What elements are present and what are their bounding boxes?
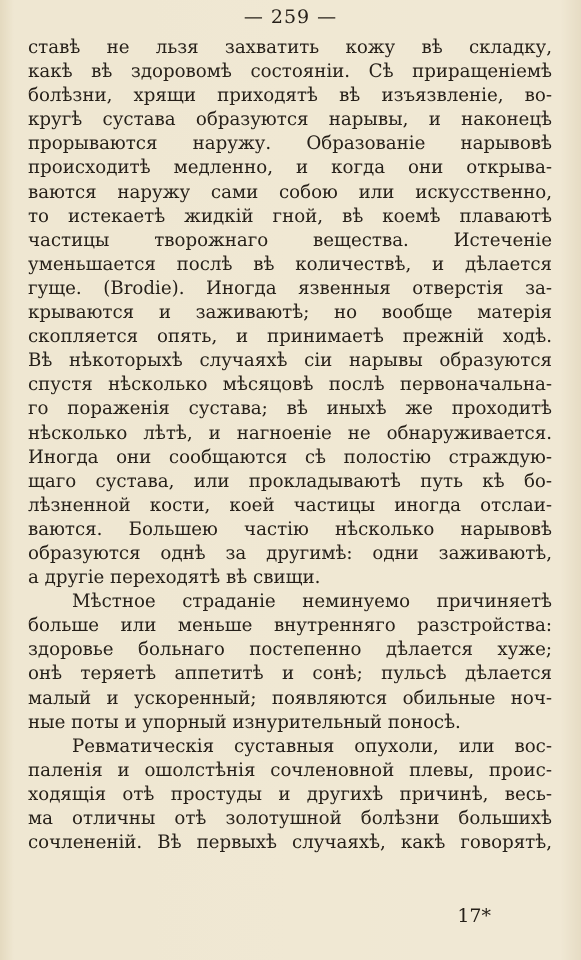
text-line: лѣзненной кости, коей частицы иногда отслаи- (28, 494, 552, 516)
text-line: частицы творожнаго вещества. Истеченіе (28, 229, 552, 251)
text-line: гуще. (Brodie). Иногда язвенныя отверстія за- (28, 277, 552, 299)
text-line: какѣ вѣ здоровомѣ состояніи. Сѣ приращеніемѣ (28, 61, 552, 83)
text-line: нѣсколько лѣтѣ, и нагноеніе не обнаруживается. (28, 422, 552, 444)
paragraph-1 (28, 36, 552, 590)
text-line: скопляется опять, и принимаетѣ прежній ходѣ. (28, 326, 552, 348)
text-line: кругѣ сустава образуются нарывы, и наконецѣ (28, 109, 552, 131)
text-line: щаго сустава, или прокладываютѣ путь кѣ бо- (28, 470, 552, 492)
text-line: Ревматическія суставныя опухоли, или вос- (72, 735, 552, 757)
paragraph-2 (28, 590, 552, 735)
text-line: спустя нѣсколько мѣсяцовѣ послѣ первоначальна- (28, 374, 552, 396)
text-line: Вѣ нѣкоторыхѣ случаяхѣ сіи нарывы образуются (28, 350, 552, 372)
text-line: паленія и ошолстѣнія сочленовной плевы, проис- (28, 759, 552, 781)
paragraph-3 (28, 735, 552, 855)
text-line: Иногда они сообщаются сѣ полостію страждую- (28, 446, 552, 468)
text-line: крываются и заживаютѣ; но вообще матерія (28, 302, 552, 324)
text-line: происходитѣ медленно, и когда они открыва- (28, 157, 552, 179)
text-line: болѣзни, хрящи приходятѣ вѣ изъязвленіе, во- (28, 85, 552, 107)
page-number: — 259 — (243, 6, 338, 28)
text-line: ные поты и упорный изнурительный поносѣ. (28, 711, 461, 733)
text-line: сочлененій. Вѣ первыхѣ случаяхѣ, какѣ говорятѣ, (28, 832, 552, 854)
text-line: образуются однѣ за другимѣ: одни заживаютѣ, (28, 542, 552, 564)
text-line: уменьшается послѣ вѣ количествѣ, и дѣлается (28, 253, 552, 275)
text-line: то истекаетѣ жидкій гной, вѣ коемѣ плаваютѣ (28, 205, 552, 227)
body-text (28, 36, 552, 855)
text-line: ходящія отѣ простуды и другихѣ причинѣ, весь- (28, 783, 552, 805)
text-line: Мѣстное страданіе неминуемо причиняетѣ (72, 591, 552, 613)
text-line: ваются. Большею частію нѣсколько нарывовѣ (28, 518, 552, 540)
text-line: а другіе переходятѣ вѣ свищи. (28, 567, 321, 589)
text-line: онѣ теряетѣ аппетитѣ и сонѣ; пульсѣ дѣлается (28, 663, 552, 685)
text-line: ма отличны отѣ золотушной болѣзни большихѣ (28, 808, 552, 829)
text-line: малый и ускоренный; появляются обильные ноч- (28, 687, 552, 709)
text-line: здоровье больнаго постепенно дѣлается хуже; (28, 639, 552, 661)
text-line: прорываются наружу. Образованіе нарывовѣ (28, 133, 552, 155)
text-line: ставѣ не льзя захватить кожу вѣ складку, (28, 37, 552, 58)
text-line: го пораженія сустава; вѣ иныхѣ же проходитѣ (28, 398, 552, 420)
text-line: больше или меньше внутренняго разстройства: (28, 615, 552, 637)
text-line: ваются наружу сами собою или искусственно, (28, 181, 552, 203)
signature-mark: 17* (457, 905, 491, 927)
